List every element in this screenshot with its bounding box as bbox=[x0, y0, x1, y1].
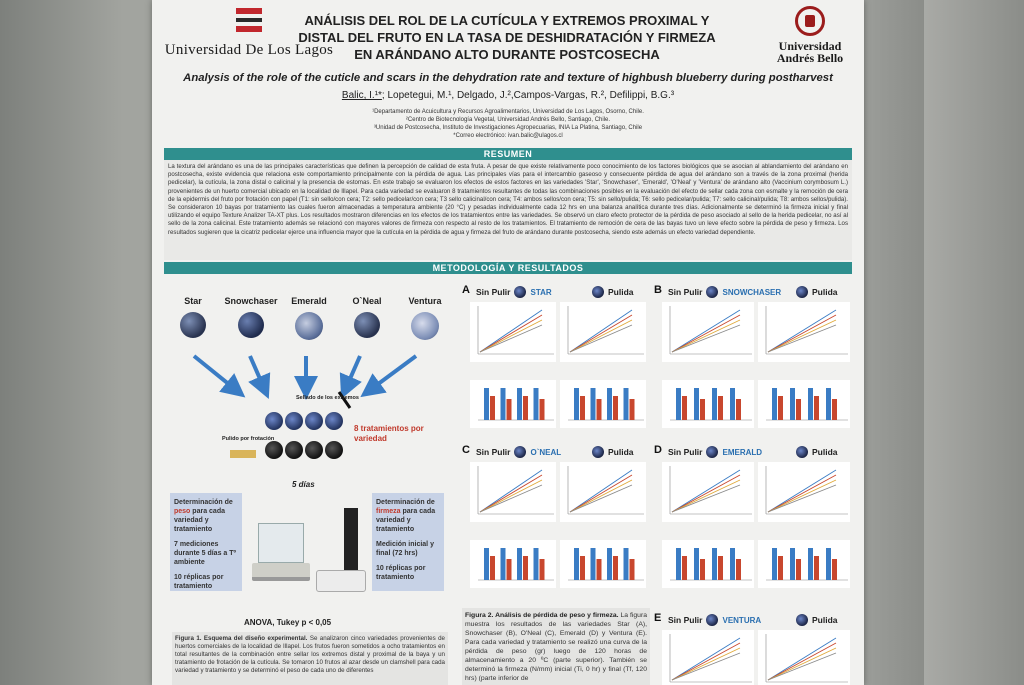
series-line bbox=[672, 653, 740, 680]
sin-pulir-label bbox=[668, 614, 761, 626]
variety-oneal bbox=[339, 296, 395, 340]
pulida-text: Pulida bbox=[812, 447, 838, 457]
sin-pulir-label bbox=[476, 286, 552, 298]
panel-letter: E bbox=[654, 612, 662, 624]
bar-initial bbox=[591, 388, 596, 420]
bar-final bbox=[718, 396, 723, 420]
figure-2-caption bbox=[462, 608, 650, 685]
analyzer-base bbox=[316, 570, 366, 592]
metodologia-bar: METODOLOGÍA Y RESULTADOS bbox=[164, 262, 852, 274]
sin-pulir-label bbox=[668, 286, 781, 298]
firmness-chart bbox=[470, 540, 556, 588]
series-line bbox=[768, 310, 836, 352]
blueberry-icon bbox=[285, 412, 303, 430]
series-line bbox=[768, 653, 836, 680]
balance-glass bbox=[258, 523, 304, 563]
days-label: 5 días bbox=[292, 480, 315, 489]
bar-initial bbox=[607, 388, 612, 420]
series-line bbox=[672, 310, 740, 352]
bar-initial bbox=[826, 548, 831, 580]
pulida-text: Pulida bbox=[608, 287, 634, 297]
anova-label: ANOVA, Tukey p < 0,05 bbox=[244, 618, 332, 627]
bar-final bbox=[580, 396, 585, 420]
sin-pulir-text: Sin Pulir bbox=[668, 447, 703, 457]
blueberry-icon bbox=[325, 441, 343, 459]
blueberry-icon bbox=[238, 312, 264, 338]
treatments-label: 8 tratamientos por variedad bbox=[354, 424, 424, 443]
balance-icon bbox=[252, 523, 310, 593]
series-line bbox=[672, 485, 740, 512]
bar-final bbox=[613, 396, 618, 420]
variety-star bbox=[165, 296, 221, 340]
ulagos-flag-icon bbox=[236, 8, 262, 38]
bar-final bbox=[682, 396, 687, 420]
series-line bbox=[768, 325, 836, 352]
bar-final bbox=[778, 396, 783, 420]
variety-label: Ventura bbox=[408, 296, 442, 306]
bar-initial bbox=[484, 548, 489, 580]
variety-label: Snowchaser bbox=[224, 296, 278, 306]
blueberry-icon bbox=[411, 312, 439, 340]
firmness-box-text: para cada variedad y tratamiento bbox=[376, 508, 436, 533]
series-line bbox=[672, 648, 740, 680]
affiliation-3: ³Unidad de Postcosecha, Instituto de Investigaciones Agropecuarias, INIA La Platina, Santiago, Chile bbox=[373, 125, 643, 131]
series-line bbox=[672, 638, 740, 680]
series-line bbox=[570, 320, 632, 352]
poster bbox=[152, 0, 864, 685]
bar-final bbox=[490, 556, 495, 580]
abstract-text: La textura del arándano es una de las principales características que definen la percepción de calidad de esta fruta. A pesar de que existe relativamente poco conocimiento de los factores biológicos que se asocian al ablandamiento del arándano en postcosecha, existe evidencia que relaciona este comportamiento principalmente con la pérdida de agua. Las principales vías para el intercambio gaseoso y consecuente pérdida de agua del arándano son a través de la zona proximal (herida pedicelar), la cutícula, la zona distal o calicinal y la presencia de estomas. En este trabajo se evaluaron los efectos de estos factores en las variedades 'Star', 'Snowchaser', 'Emerald', 'O'Neal' y 'Ventura' de arándano alto (Vaccinium corymbosum L.) provenientes de un huerto comercial ubicado en la localidad de Illapel. Para cada variedad se evaluaron 8 tratamientos resultantes de todas las combinaciones posibles en la evaluación del efecto de sellar cada zona con esmalte y la remoción de cera de la epidermis del fruto por frotación con papel (T1: sin sello/con cera; T2: sello pedicelar/con cera; T3 sello calicinal/con cera; T4: ambos sellos/con cera; T5: sin sello/pulida; T6: sello pedicelar/pulida; T7: sello calicinal/pulida; T8: ambos sellos/pulida). Se consideraron 10 bayas por tratamiento las cuales fueron almacenadas a temperatura ambiente (20 °C) y pesadas individualmente cada 12 hrs en una balanza analítica durante tres días. Adicionalmente se determinó la firmeza inicial y final utilizando el equipo Texture Analizer TA-XT plus. Los resultados mostraron diferencias en los efectos de los tratamientos entre las variedades. Se observó un claro efecto protector de la pérdida de peso asociado al sello de la herida pedicelar, no así al sello de la zona calicinal. Este tratamiento además se relacionó con mayores valores de firmeza con respecto al resto de los tratamientos. El tratamiento de remoción de cera de las bayas tuvo un leve efecto sobre la pérdida de peso y firmeza. Los resultados sugieren que la cicatriz pedicelar ejerce una influencia mayor que la cutícula en la pérdida de agua y firmeza del fruto de arándano durante postcosecha, siendo este además un efecto variedad dependiente. bbox=[164, 160, 852, 260]
series-line bbox=[480, 315, 542, 352]
bar-final bbox=[613, 556, 618, 580]
series-line bbox=[768, 480, 836, 512]
first-author: Balic, I.¹* bbox=[341, 90, 382, 101]
authors bbox=[162, 90, 854, 101]
bar-initial bbox=[624, 388, 629, 420]
panel-letter: B bbox=[654, 284, 662, 296]
bar-initial bbox=[730, 548, 735, 580]
weight-box-measures: 7 mediciones durante 5 días a Tº ambiente bbox=[174, 541, 237, 566]
bar-initial bbox=[591, 548, 596, 580]
pulida-text: Pulida bbox=[812, 615, 838, 625]
bar-final bbox=[778, 556, 783, 580]
bar-initial bbox=[501, 548, 506, 580]
unab-seal-icon bbox=[795, 6, 825, 36]
treatments-row-1 bbox=[264, 412, 354, 435]
bar-final bbox=[630, 559, 635, 580]
pulido-label: Pulido por frotación bbox=[222, 436, 275, 442]
weight-box-text: para cada variedad y tratamiento bbox=[174, 508, 225, 533]
bar-initial bbox=[712, 388, 717, 420]
weight-box-text: Determinación de bbox=[174, 499, 233, 506]
firmness-chart bbox=[560, 380, 646, 428]
series-line bbox=[480, 485, 542, 512]
series-line bbox=[672, 315, 740, 352]
affiliations bbox=[162, 108, 854, 140]
variety-row bbox=[164, 296, 454, 340]
bar-final bbox=[814, 556, 819, 580]
series-line bbox=[768, 643, 836, 680]
series-line bbox=[570, 475, 632, 512]
series-line bbox=[768, 638, 836, 680]
result-panel bbox=[654, 444, 854, 604]
bar-initial bbox=[534, 548, 539, 580]
analyzer-pole bbox=[344, 508, 358, 570]
firmness-chart bbox=[560, 540, 646, 588]
bar-final bbox=[814, 396, 819, 420]
texture-analyzer-icon bbox=[316, 508, 366, 594]
bar-final bbox=[523, 396, 528, 420]
bar-initial bbox=[808, 548, 813, 580]
blueberry-icon bbox=[592, 286, 604, 298]
series-line bbox=[768, 485, 836, 512]
bar-final bbox=[507, 399, 512, 420]
blueberry-icon bbox=[706, 614, 718, 626]
series-line bbox=[768, 470, 836, 512]
figure-2-title: Figura 2. Análisis de pérdida de peso y firmeza. bbox=[465, 612, 619, 619]
panel-letter: C bbox=[462, 444, 470, 456]
blueberry-icon bbox=[265, 441, 283, 459]
blueberry-icon bbox=[796, 446, 808, 458]
bar-initial bbox=[676, 548, 681, 580]
pulida-text: Pulida bbox=[608, 447, 634, 457]
series-line bbox=[672, 480, 740, 512]
blueberry-icon bbox=[265, 412, 283, 430]
bar-initial bbox=[624, 548, 629, 580]
bar-final bbox=[700, 399, 705, 420]
bar-final bbox=[736, 559, 741, 580]
blueberry-icon bbox=[285, 441, 303, 459]
unab-name-1: Universidad bbox=[778, 39, 842, 53]
variety-ventura bbox=[397, 296, 453, 340]
blueberry-icon bbox=[706, 446, 718, 458]
variety-name: VENTURA bbox=[722, 615, 762, 625]
blueberry-icon bbox=[514, 286, 526, 298]
poster-title: ANÁLISIS DEL ROL DE LA CUTÍCULA Y EXTREMOS PROXIMAL Y DISTAL DEL FRUTO EN LA TASA DE DESHIDRATACIÓN Y FIRMEZA EN ARÁNDANO ALTO DURANTE POSTCOSECHA bbox=[298, 13, 716, 62]
bar-initial bbox=[517, 548, 522, 580]
figure-1-text: Se analizaron cinco variedades provenientes de huertos comerciales de la localidad de Illapel. Los frutos fueron sometidos a ocho tratamientos en total resultantes de la combinación entre sellar los extremos distal y proximal de la baya y un tratamiento de frotación de la cutícula. Se tomaron 10 frutos al azar desde un clamshell para cada variedad y tratamiento y se determinó el peso de cada uno de diferentes bbox=[175, 635, 446, 674]
blueberry-icon bbox=[295, 312, 323, 340]
bar-initial bbox=[607, 548, 612, 580]
poster-subtitle: Analysis of the role of the cuticle and scars in the dehydration rate and texture of highbush blueberry during postharvest bbox=[183, 72, 833, 84]
series-line bbox=[672, 320, 740, 352]
weight-loss-chart bbox=[662, 302, 754, 362]
affiliation-email: *Correo electrónico: ivan.balic@ulagos.cl bbox=[453, 133, 563, 139]
bar-initial bbox=[772, 388, 777, 420]
sin-pulir-label bbox=[476, 446, 561, 458]
series-line bbox=[768, 315, 836, 352]
firmness-chart bbox=[758, 540, 850, 588]
series-line bbox=[480, 470, 542, 512]
firmness-box-text: Determinación de bbox=[376, 499, 435, 506]
sin-pulir-text: Sin Pulir bbox=[476, 447, 511, 457]
affiliation-1: ¹Departamento de Acuicultura y Recursos Agroalimentarios, Universidad de Los Lagos, Osorno, Chile. bbox=[372, 109, 644, 115]
bar-initial bbox=[730, 388, 735, 420]
variety-snowchaser bbox=[223, 296, 279, 340]
bar-final bbox=[540, 559, 545, 580]
bar-final bbox=[736, 399, 741, 420]
sin-pulir-text: Sin Pulir bbox=[668, 615, 703, 625]
blueberry-icon bbox=[796, 286, 808, 298]
ulagos-name: Universidad De Los Lagos bbox=[164, 42, 334, 58]
variety-label: O`Neal bbox=[352, 296, 382, 306]
series-line bbox=[480, 320, 542, 352]
firmness-chart bbox=[662, 540, 754, 588]
series-line bbox=[672, 470, 740, 512]
weight-box-replicas: 10 réplicas por tratamiento bbox=[174, 574, 224, 590]
sin-pulir-text: Sin Pulir bbox=[476, 287, 511, 297]
bar-final bbox=[796, 399, 801, 420]
weight-loss-chart bbox=[758, 302, 850, 362]
balance-base bbox=[252, 563, 310, 581]
bar-final bbox=[580, 556, 585, 580]
result-panel bbox=[462, 284, 650, 449]
blueberry-icon bbox=[706, 286, 718, 298]
bar-initial bbox=[790, 548, 795, 580]
blueberry-icon bbox=[180, 312, 206, 338]
weight-loss-chart bbox=[758, 630, 850, 685]
blueberry-icon bbox=[514, 446, 526, 458]
blueberry-icon bbox=[325, 412, 343, 430]
blueberry-icon bbox=[305, 412, 323, 430]
blueberry-icon bbox=[592, 446, 604, 458]
bar-final bbox=[832, 559, 837, 580]
weight-loss-chart bbox=[470, 302, 556, 362]
series-line bbox=[480, 325, 542, 352]
firmness-highlight: firmeza bbox=[376, 508, 401, 515]
blueberry-icon bbox=[354, 312, 380, 338]
pulida-label bbox=[796, 286, 838, 298]
weight-loss-chart bbox=[662, 462, 754, 522]
series-line bbox=[768, 475, 836, 512]
variety-name: EMERALD bbox=[722, 447, 763, 457]
weight-box bbox=[170, 493, 242, 591]
bar-final bbox=[718, 556, 723, 580]
weight-loss-chart bbox=[560, 462, 646, 522]
series-line bbox=[768, 648, 836, 680]
bar-final bbox=[540, 399, 545, 420]
bar-final bbox=[796, 559, 801, 580]
bar-final bbox=[630, 399, 635, 420]
bar-final bbox=[597, 399, 602, 420]
treatments-grid bbox=[264, 408, 354, 468]
bar-initial bbox=[501, 388, 506, 420]
weight-loss-chart bbox=[662, 630, 754, 685]
bar-initial bbox=[694, 548, 699, 580]
sin-pulir-label bbox=[668, 446, 762, 458]
firmness-box-measures: Medición inicial y final (72 hrs) bbox=[376, 541, 434, 557]
series-line bbox=[768, 320, 836, 352]
sellado-label: Sellado de los extremos bbox=[296, 395, 359, 401]
paper-icon bbox=[230, 450, 256, 458]
series-line bbox=[570, 315, 632, 352]
bar-initial bbox=[534, 388, 539, 420]
result-panel bbox=[654, 612, 854, 685]
sin-pulir-text: Sin Pulir bbox=[668, 287, 703, 297]
bar-initial bbox=[676, 388, 681, 420]
bar-initial bbox=[826, 388, 831, 420]
series-line bbox=[480, 310, 542, 352]
figure-1-caption bbox=[172, 632, 448, 685]
series-line bbox=[570, 470, 632, 512]
firmness-chart bbox=[470, 380, 556, 428]
result-panel bbox=[654, 284, 854, 449]
series-line bbox=[570, 485, 632, 512]
series-line bbox=[672, 325, 740, 352]
bar-initial bbox=[574, 548, 579, 580]
bar-final bbox=[507, 559, 512, 580]
wall-edge bbox=[924, 0, 1024, 685]
bar-initial bbox=[574, 388, 579, 420]
series-line bbox=[570, 310, 632, 352]
series-line bbox=[570, 325, 632, 352]
pulida-label bbox=[592, 286, 634, 298]
variety-emerald bbox=[281, 296, 337, 340]
pulida-label bbox=[796, 446, 838, 458]
series-line bbox=[480, 475, 542, 512]
pulida-label bbox=[592, 446, 634, 458]
panel-letter: D bbox=[654, 444, 662, 456]
bar-initial bbox=[808, 388, 813, 420]
bar-initial bbox=[694, 388, 699, 420]
bar-final bbox=[682, 556, 687, 580]
series-line bbox=[480, 480, 542, 512]
resumen-bar: RESUMEN bbox=[164, 148, 852, 160]
bar-initial bbox=[484, 388, 489, 420]
series-line bbox=[672, 475, 740, 512]
unab-name-2: Andrés Bello bbox=[776, 51, 844, 65]
poster-header bbox=[152, 0, 864, 148]
blueberry-icon bbox=[305, 441, 323, 459]
panel-letter: A bbox=[462, 284, 470, 296]
affiliation-2: ²Centro de Biotecnología Vegetal, Universidad Andrés Bello, Santiago, Chile. bbox=[405, 117, 611, 123]
bar-final bbox=[490, 396, 495, 420]
pulida-text: Pulida bbox=[812, 287, 838, 297]
experimental-scheme bbox=[164, 278, 454, 685]
series-line bbox=[570, 480, 632, 512]
result-panel bbox=[462, 444, 650, 604]
bar-initial bbox=[772, 548, 777, 580]
weight-loss-chart bbox=[560, 302, 646, 362]
bar-initial bbox=[517, 388, 522, 420]
weight-loss-chart bbox=[758, 462, 850, 522]
bar-initial bbox=[790, 388, 795, 420]
series-line bbox=[672, 643, 740, 680]
bar-final bbox=[597, 559, 602, 580]
firmness-box bbox=[372, 493, 444, 591]
unab-logo bbox=[770, 6, 850, 64]
variety-name: STAR bbox=[530, 287, 552, 297]
bar-initial bbox=[712, 548, 717, 580]
weight-loss-chart bbox=[470, 462, 556, 522]
variety-name: O`NEAL bbox=[530, 447, 562, 457]
firmness-chart bbox=[662, 380, 754, 428]
blueberry-icon bbox=[796, 614, 808, 626]
variety-name: SNOWCHASER bbox=[722, 287, 782, 297]
firmness-box-replicas: 10 réplicas por tratamiento bbox=[376, 565, 426, 581]
variety-label: Emerald bbox=[291, 296, 327, 306]
figure-2-text: La figura muestra los resultados de las variedades Star (A), Snowchaser (B), O'Neal (C), Emerald (D) y Ventura (E). Para cada variedad y tratamiento se realizó una curva de la pérdida de peso (gr) luego de 120 horas de almacenamiento a 20 ºC (parte superior). También se determinó la firmeza (N/mm) inicial (Ti, 0 hr) y final (Tf, 120 hrs) (parte inferior de bbox=[465, 612, 647, 682]
firmness-chart bbox=[758, 380, 850, 428]
bar-final bbox=[523, 556, 528, 580]
treatments-row-2 bbox=[264, 441, 354, 464]
weight-highlight: peso bbox=[174, 508, 191, 515]
variety-label: Star bbox=[184, 296, 202, 306]
pulida-label bbox=[796, 614, 838, 626]
bar-final bbox=[700, 559, 705, 580]
figure-1-title: Figura 1. Esquema del diseño experimental. bbox=[175, 635, 308, 642]
other-authors: ; Lopetegui, M.¹, Delgado, J.²,Campos-Vargas, R.², Defilippi, B.G.³ bbox=[381, 90, 675, 101]
bar-final bbox=[832, 399, 837, 420]
